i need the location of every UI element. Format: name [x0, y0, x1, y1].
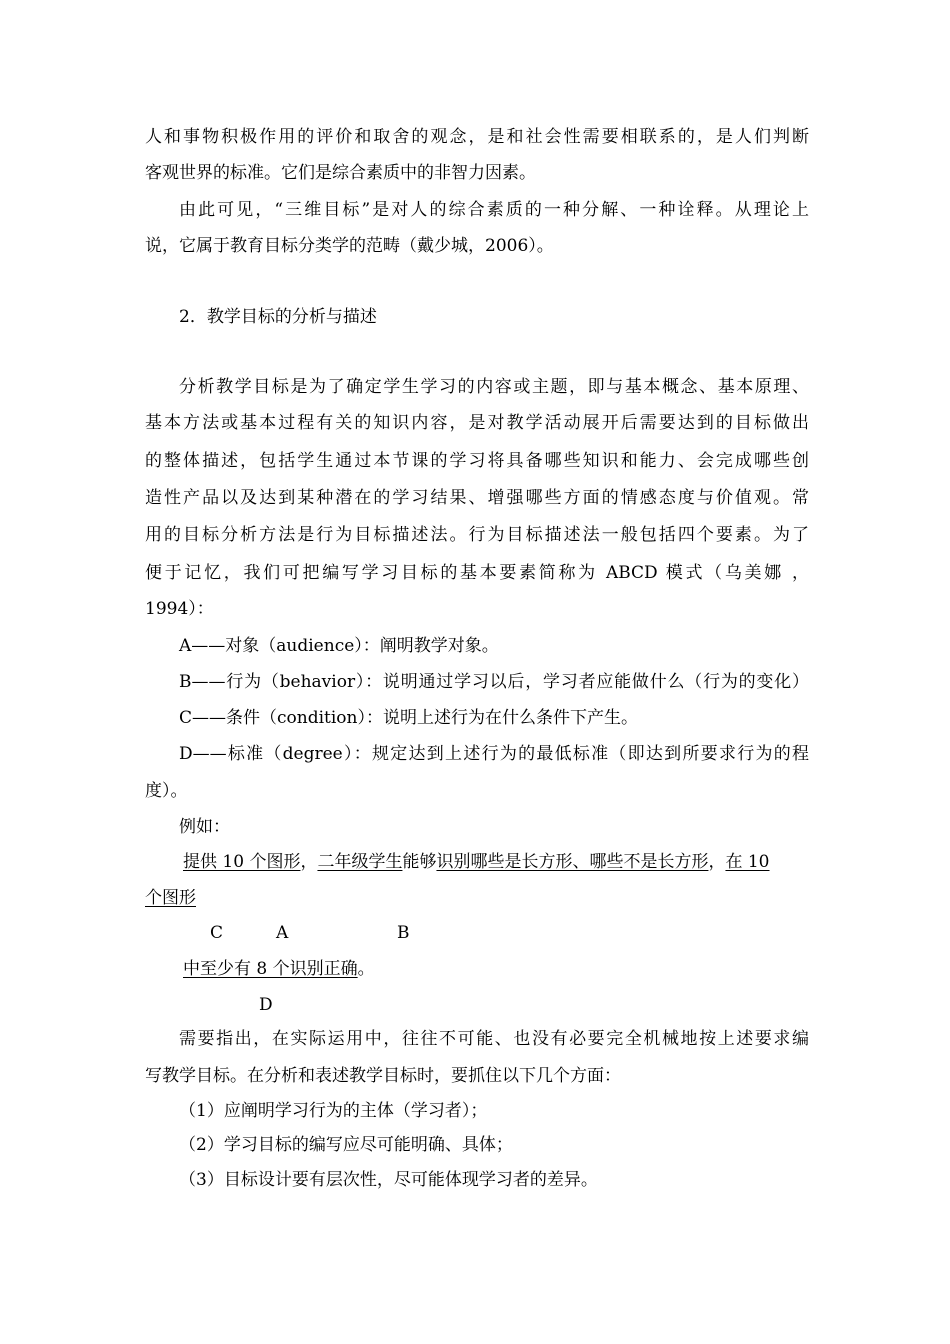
paragraph-line: 由此可见，“三维目标”是对人的综合素质的一种分解、一种诠释。从理论上 — [179, 200, 809, 220]
example-sentence-cont — [145, 887, 196, 911]
paragraph-line: 的整体描述，包括学生通过本节课的学习将具备哪些知识和能力、会完成哪些创 — [145, 451, 809, 471]
behavior-segment: 识别哪些是长方形、哪些不是长方形 — [436, 852, 709, 872]
abcd-item-a: A——对象（audience）：阐明教学对象。 — [179, 636, 499, 656]
abcd-item-d-cont: 度）。 — [145, 781, 188, 801]
paragraph-line: 说，它属于教育目标分类学的范畴（戴少城，2006）。 — [145, 236, 554, 256]
degree-segment-cont: 个图形 — [145, 888, 196, 908]
label-d: D — [259, 995, 273, 1015]
label-a: A — [276, 923, 289, 943]
paragraph-line: 客观世界的标准。它们是综合素质中的非智力因素。 — [145, 163, 536, 183]
paragraph-line: 人和事物积极作用的评价和取舍的观念，是和社会性需要相联系的，是人们判断 — [145, 127, 809, 147]
audience-segment: 二年级学生 — [317, 852, 403, 872]
paragraph-line: 1994）： — [145, 599, 214, 619]
example-sentence — [183, 851, 770, 875]
comma: ， — [300, 852, 318, 872]
abcd-item-c: C——条件（condition）：说明上述行为在什么条件下产生。 — [179, 708, 638, 728]
degree-segment-end: 中至少有 8 个识别正确 — [183, 959, 358, 979]
section-heading: 2．教学目标的分析与描述 — [179, 307, 377, 327]
comma: ， — [708, 852, 726, 872]
condition-segment: 提供 10 个图形 — [183, 852, 301, 872]
paragraph-line: 用的目标分析方法是行为目标描述法。行为目标描述法一般包括四个要素。为了 — [145, 525, 809, 545]
period: 。 — [357, 959, 375, 979]
degree-segment-start: 在 10 — [725, 852, 770, 872]
point-item: （2）学习目标的编写应尽可能明确、具体； — [179, 1135, 513, 1155]
abcd-item-d: D——标准（degree）：规定达到上述行为的最低标准（即达到所要求行为的程 — [179, 744, 809, 764]
paragraph-line: 需要指出，在实际运用中，往往不可能、也没有必要完全机械地按上述要求编 — [179, 1029, 809, 1049]
label-c: C — [210, 923, 224, 943]
paragraph-line: 便于记忆，我们可把编写学习目标的基本要素简称为 ABCD 模式（乌美娜 ， — [145, 563, 809, 583]
point-item: （1）应阐明学习行为的主体（学习者）； — [179, 1101, 488, 1121]
paragraph-line: 基本方法或基本过程有关的知识内容，是对教学活动展开后需要达到的目标做出 — [145, 413, 809, 433]
abcd-item-b: B——行为（behavior）：说明通过学习以后，学习者应能做什么（行为的变化） — [179, 672, 809, 692]
example-label: 例如： — [179, 817, 230, 837]
paragraph-line: 写教学目标。在分析和表述教学目标时，要抓住以下几个方面： — [145, 1066, 621, 1086]
paragraph-line: 分析教学目标是为了确定学生学习的内容或主题，即与基本概念、基本原理、 — [179, 377, 809, 397]
example-sentence-end — [183, 958, 375, 982]
paragraph-line: 造性产品以及达到某种潜在的学习结果、增强哪些方面的情感态度与价值观。常 — [145, 488, 809, 508]
label-b: B — [397, 923, 410, 943]
point-item: （3）目标设计要有层次性，尽可能体现学习者的差异。 — [179, 1170, 598, 1190]
connector-text: 能够 — [402, 852, 437, 872]
